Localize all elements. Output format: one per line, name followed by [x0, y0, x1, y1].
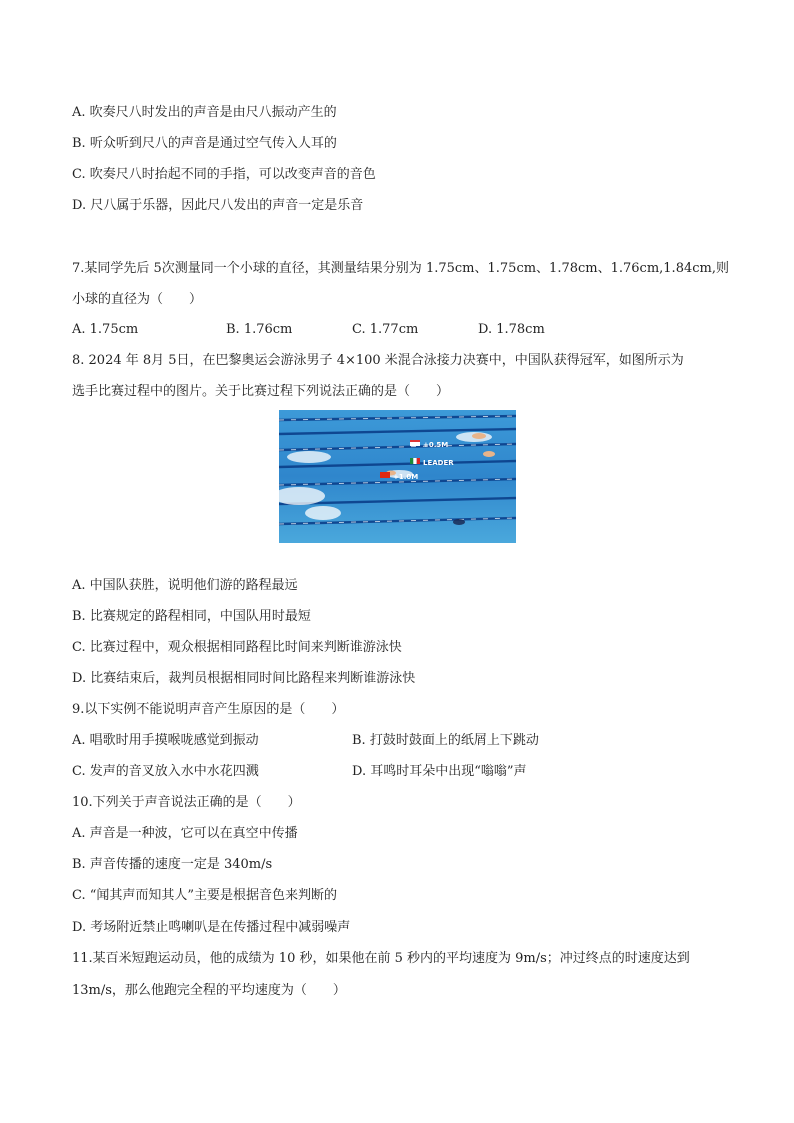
- q11-stem-line2: 13m/s，那么他跑完全程的平均速度为（ ）: [72, 983, 346, 998]
- q8-stem-line1: 8. 2024 年 8月 5日，在巴黎奥运会游泳男子 4×100 米混合泳接力决赛中，中国队获得冠军，如图所示为: [72, 353, 684, 368]
- q6-option-c: C. 吹奏尺八时抬起不同的手指，可以改变声音的音色: [72, 167, 376, 182]
- q10-stem: 10.下列关于声音说法正确的是（ ）: [72, 795, 301, 810]
- q6-option-b: B. 听众听到尺八的声音是通过空气传入人耳的: [72, 136, 337, 151]
- q10-option-a: A. 声音是一种波，它可以在真空中传播: [72, 826, 298, 841]
- q7-stem-line2: 小球的直径为（ ）: [72, 292, 203, 307]
- q7-option-c: C. 1.77cm: [352, 322, 419, 337]
- label-plus-half-meter: +0.5M: [423, 441, 449, 449]
- q9-option-d: D. 耳鸣时耳朵中出现“嗡嗡”声: [352, 764, 527, 779]
- q10-option-b: B. 声音传播的速度一定是 340m/s: [72, 857, 273, 872]
- swimming-race-photo: [279, 410, 516, 543]
- q7-option-a: A. 1.75cm: [72, 322, 139, 337]
- q9-options-row2: [72, 763, 722, 781]
- q6-option-d: D. 尺八属于乐器，因此尺八发出的声音一定是乐音: [72, 198, 364, 213]
- q11-stem-line1: 11.某百米短跑运动员，他的成绩为 10 秒，如果他在前 5 秒内的平均速度为 9m/s；冲过终点的时速度达到: [72, 951, 690, 966]
- q9-option-b: B. 打鼓时鼓面上的纸屑上下跳动: [352, 733, 539, 748]
- q9-options-row1: [72, 732, 722, 750]
- q7-option-d: D. 1.78cm: [478, 322, 545, 337]
- q8-option-d: D. 比赛结束后，裁判员根据相同时间比路程来判断谁游泳快: [72, 671, 416, 686]
- q6-option-a: A. 吹奏尺八时发出的声音是由尺八振动产生的: [72, 105, 337, 120]
- q7-option-b: B. 1.76cm: [226, 322, 293, 337]
- q7-options: [72, 321, 722, 339]
- q7-stem-line1: 7.某同学先后 5次测量同一个小球的直径，其测量结果分别为 1.75cm、1.75cm、1.78cm、1.76cm,1.84cm,则: [72, 261, 729, 276]
- q8-option-a: A. 中国队获胜，说明他们游的路程最远: [72, 578, 298, 593]
- q10-option-c: C. “闻其声而知其人”主要是根据音色来判断的: [72, 888, 338, 903]
- label-plus-one-meter: +1.0M: [393, 473, 419, 481]
- q8-option-b: B. 比赛规定的路程相同，中国队用时最短: [72, 609, 311, 624]
- q9-option-c: C. 发声的音叉放入水中水花四溅: [72, 764, 259, 779]
- q8-stem-line2: 选手比赛过程中的图片。关于比赛过程下列说法正确的是（ ）: [72, 384, 450, 399]
- label-leader: LEADER: [423, 459, 454, 467]
- q9-stem: 9.以下实例不能说明声音产生原因的是（ ）: [72, 702, 345, 717]
- q8-option-c: C. 比赛过程中，观众根据相同路程比时间来判断谁游泳快: [72, 640, 402, 655]
- q9-option-a: A. 唱歌时用手摸喉咙感觉到振动: [72, 733, 259, 748]
- q10-option-d: D. 考场附近禁止鸣喇叭是在传播过程中减弱噪声: [72, 920, 351, 935]
